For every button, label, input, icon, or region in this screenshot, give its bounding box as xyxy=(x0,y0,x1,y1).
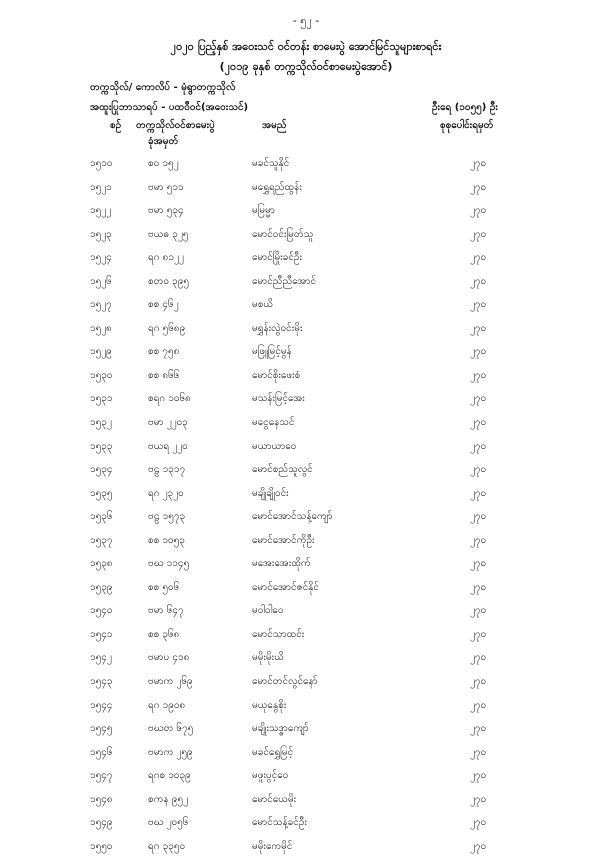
table-row xyxy=(0,645,612,669)
row-number: ၁၅၄၆ xyxy=(90,746,113,758)
roll-number: ဗမာပ ၄၁၈ xyxy=(148,652,190,664)
table-row xyxy=(0,363,612,387)
department-label: တက္ကသိုလ်/ ကောလိပ် - မုံရွာတက္ကသိုလ် xyxy=(90,82,236,93)
student-name: မရွှေရည်ထွန်း xyxy=(252,181,302,193)
student-name: မမိုးကေမိုင် xyxy=(252,840,293,852)
student-name: မောင်စိုးဖေးစံ xyxy=(252,369,301,381)
table-row xyxy=(0,622,612,646)
total-mark: ၂၇၀ xyxy=(470,793,487,805)
roll-number: ဗဃတ ၆၇၅ xyxy=(148,723,194,735)
table-row xyxy=(0,386,612,410)
table-row xyxy=(0,528,612,552)
row-number: ၁၅၂၆ xyxy=(90,275,112,287)
student-name: မအေးအေးထိုက် xyxy=(252,558,311,570)
total-mark: ၂၇၀ xyxy=(470,228,487,240)
roll-number: ရဂ ၁၉၀၈ xyxy=(148,699,186,711)
row-number: ၁၅၄၇ xyxy=(90,770,113,782)
table-row xyxy=(0,598,612,622)
student-name: မောင်ဝင်းမြတ်သူ xyxy=(252,228,314,240)
row-number: ၁၅၂၄ xyxy=(90,252,112,264)
roll-number: ဗမာ ၂၂၀၃ xyxy=(148,417,188,429)
table-row xyxy=(0,504,612,528)
table-row xyxy=(0,481,612,505)
table-row xyxy=(0,457,612,481)
total-mark: ၂၇၀ xyxy=(470,558,487,570)
row-number: ၁၅၄၄ xyxy=(90,699,113,711)
row-number: ၁၅၃၅ xyxy=(90,487,113,499)
table-row xyxy=(0,434,612,458)
total-mark: ၂၇၀ xyxy=(470,487,487,499)
total-mark: ၂၇၀ xyxy=(470,464,487,476)
results-table xyxy=(0,151,612,857)
total-mark: ၂၇၀ xyxy=(470,605,487,617)
student-name: မသန်းမြင့်အေး xyxy=(252,393,305,405)
student-name: မောင်သာထင်း xyxy=(252,628,305,640)
student-name: မောင်အောင်သန့်ကျော် xyxy=(252,511,333,523)
table-row xyxy=(0,222,612,246)
roll-number: ဗယရ ၂၂၀ xyxy=(148,440,188,452)
roll-number: ရဂ ၈၁၂၂ xyxy=(148,252,184,264)
student-name: မောင်အောင်ဇင်နိုင် xyxy=(252,581,319,593)
student-name: မမြမ္မာ xyxy=(252,205,275,217)
table-row xyxy=(0,175,612,199)
total-mark: ၂၇၀ xyxy=(470,840,487,852)
student-name: မခင်ရွှေမြင့် xyxy=(252,746,294,758)
roll-number: ဗဠ ၁၃၁၇ xyxy=(148,464,186,476)
header-roll-sub: ခုံအမှတ် xyxy=(148,136,179,147)
roll-number: စဝ ၁၅၂ xyxy=(148,158,179,169)
page-subtitle: (၂၀၁၉ ခုနှစ် တက္ကသိုလ်ဝင်စာမေးပွဲအောင်) xyxy=(219,60,393,73)
roll-number: ရဂ ၃၃၅၀ xyxy=(148,840,186,852)
total-mark: ၂၇၀ xyxy=(470,817,487,829)
row-number: ၁၅၃၆ xyxy=(90,511,113,523)
total-mark: ၂၇၀ xyxy=(470,676,487,688)
student-name: မောင်သန့်ခင်ဦး xyxy=(252,817,307,829)
row-number: ၁၅၄၂ xyxy=(90,652,112,664)
total-mark: ၂၇၀ xyxy=(470,652,487,664)
roll-number: စတဝ ၃၉၅ xyxy=(148,275,190,287)
table-row xyxy=(0,575,612,599)
total-mark: ၂၇၀ xyxy=(470,158,487,169)
total-mark: ၂၇၀ xyxy=(470,699,487,711)
header-name: အမည် xyxy=(262,120,287,131)
roll-number: စစ ၁၀၅၃ xyxy=(148,534,185,546)
roll-number: ရဂ ၅၆၈၉ xyxy=(148,322,186,334)
table-row xyxy=(0,787,612,811)
table-row xyxy=(0,810,612,834)
roll-number: ရဂစ ၁၀၃၉ xyxy=(148,770,191,782)
subject-label: အထူးပြုဘာသာရပ် - ပထဝီဝင်(အဝေးသင်) xyxy=(90,102,249,113)
roll-number: စကန ၉၅၂ xyxy=(148,793,188,805)
header-total: စုစုပေါင်းရမှတ် xyxy=(440,120,494,131)
row-number: ၁၅၂၈ xyxy=(90,322,112,334)
page-title: ၂၀၂၀ ပြည့်နှစ် အဝေးသင် ဝင်တန်း စာမေးပွဲ အောင်မြင်သူများစာရင်း xyxy=(170,40,442,53)
roll-number: ဗမာ ၅၁၁ xyxy=(148,181,184,193)
total-mark: ၂၇၀ xyxy=(470,770,487,782)
total-mark: ၂၇၀ xyxy=(470,417,487,429)
row-number: ၁၅၂၉ xyxy=(90,346,112,358)
table-row xyxy=(0,716,612,740)
student-name: မငွေနေသင် xyxy=(252,417,295,429)
roll-number: စစ ၈၆၆ xyxy=(148,369,180,381)
total-mark: ၂၇၀ xyxy=(470,746,487,758)
table-row xyxy=(0,245,612,269)
row-number: ၁၅၄၁ xyxy=(90,628,113,640)
table-row xyxy=(0,740,612,764)
total-mark: ၂၇၀ xyxy=(470,346,487,358)
roll-number: ဗမာက ၂၆၉ xyxy=(148,676,193,688)
header-roll: တက္ကသိုလ်ဝင်စာမေးပွဲ xyxy=(136,120,215,131)
total-mark: ၂၇၀ xyxy=(470,534,487,546)
row-number: ၁၅၃၄ xyxy=(90,464,113,476)
roll-number: စစ ၇၅၈ xyxy=(148,346,180,358)
table-row xyxy=(0,693,612,717)
row-number: ၁၅၄၉ xyxy=(90,817,113,829)
total-mark: ၂၇၀ xyxy=(470,369,487,381)
table-row xyxy=(0,151,612,175)
roll-number: ဗမာက ၂၅၉ xyxy=(148,746,193,758)
student-name: မယာယာဝေ xyxy=(252,440,297,452)
roll-number: ဗဃ ၁၁၄၅ xyxy=(148,558,190,570)
total-mark: ၂၇၀ xyxy=(470,628,487,640)
total-mark: ၂၇၀ xyxy=(470,205,487,217)
total-mark: ၂၇၀ xyxy=(470,299,487,311)
table-row xyxy=(0,551,612,575)
student-name: မောင်ယေမိုး xyxy=(252,793,297,805)
row-number: ၁၅၄၈ xyxy=(90,793,113,805)
roll-number: ဗမာ ၆၄၇ xyxy=(148,605,184,617)
row-number: ၁၅၄၃ xyxy=(90,676,113,688)
roll-number: စစ ၃၆၈ xyxy=(148,628,180,640)
total-mark: ၂၇၀ xyxy=(470,723,487,735)
table-row xyxy=(0,292,612,316)
total-mark: ၂၇၀ xyxy=(470,252,487,264)
total-mark: ၂၇၀ xyxy=(470,440,487,452)
student-name: မောင်ညီညီအောင် xyxy=(252,275,317,287)
table-row xyxy=(0,339,612,363)
table-row xyxy=(0,669,612,693)
student-name: မဖူးပွင့်ဝေ xyxy=(252,770,289,782)
roll-number: ရဂ ၂၃၂၀ xyxy=(148,487,184,499)
student-name: မချိုးသဒ္ဓာကျော် xyxy=(252,723,309,735)
row-number: ၁၅၃၉ xyxy=(90,581,113,593)
roll-number: ဗမာ ၅၃၄ xyxy=(148,205,184,217)
table-row xyxy=(0,269,612,293)
total-mark: ၂၇၀ xyxy=(470,581,487,593)
header-no: စဉ် xyxy=(110,120,122,131)
roll-number: စရဂ ၁၀၆၈ xyxy=(148,393,191,405)
student-name: မောင်စည်သူလွင် xyxy=(252,464,313,476)
total-mark: ၂၇၀ xyxy=(470,275,487,287)
row-number: ၁၅၄၅ xyxy=(90,723,113,735)
table-row xyxy=(0,198,612,222)
roll-number: စစ ၄၆၂ xyxy=(148,299,179,311)
roll-number: ဗဃ ၂၀၅၆ xyxy=(148,817,189,829)
roll-number: စစ ၅၀၆ xyxy=(148,581,180,593)
table-row xyxy=(0,316,612,340)
row-number: ၁၅၃၀ xyxy=(90,369,113,381)
row-number: ၁၅၂၇ xyxy=(90,299,112,311)
row-number: ၁၅၃၃ xyxy=(90,440,113,452)
total-mark: ၂၇၀ xyxy=(470,322,487,334)
row-number: ၁၅၅၀ xyxy=(90,840,113,852)
student-name: မမိုးမိုးယိ xyxy=(252,652,284,664)
student-name: မဖြူမြင့်မွန် xyxy=(252,346,292,358)
row-number: ၁၅၃၇ xyxy=(90,534,113,546)
student-name: မဝါဝါဝေ xyxy=(252,605,284,617)
table-row xyxy=(0,834,612,857)
student-name: မယုနွေစိုး xyxy=(252,699,287,711)
student-name: မောင်တင်လွင်နော် xyxy=(252,676,318,688)
row-number: ၁၅၃၈ xyxy=(90,558,113,570)
roll-number: ဗယဓ ၃၂၅ xyxy=(148,228,189,240)
table-row xyxy=(0,763,612,787)
roll-number: ဗဠ ၁၅၇၃ xyxy=(148,511,186,523)
row-number: ၁၅၃၂ xyxy=(90,417,112,429)
student-name: မရွှန်းလွဲဝင်းမိုး xyxy=(252,322,303,334)
total-mark: ၂၇၀ xyxy=(470,511,487,523)
total-count-label: ဦးရေ (၁၀၅၅) ဦး xyxy=(432,102,498,113)
total-mark: ၂၇၀ xyxy=(470,393,487,405)
row-number: ၁၅၁၀ xyxy=(90,158,113,169)
student-name: မောင်မြိုးခင်ဦး xyxy=(252,252,302,264)
row-number: ၁၅၃၁ xyxy=(90,393,113,405)
row-number: ၁၅၂၁ xyxy=(90,181,112,193)
row-number: ၁၅၂၃ xyxy=(90,228,112,240)
table-row xyxy=(0,410,612,434)
student-name: မစယိ xyxy=(252,299,274,311)
page-number: - ၅၂ - xyxy=(292,14,320,27)
student-name: မခင်သူနိုင် xyxy=(252,158,290,169)
total-mark: ၂၇၀ xyxy=(470,181,487,193)
row-number: ၁၅၄၀ xyxy=(90,605,113,617)
student-name: မချိုချိုဝင်း xyxy=(252,487,289,499)
student-name: မောင်အောင်ကိုဦး xyxy=(252,534,315,546)
row-number: ၁၅၂၂ xyxy=(90,205,112,217)
